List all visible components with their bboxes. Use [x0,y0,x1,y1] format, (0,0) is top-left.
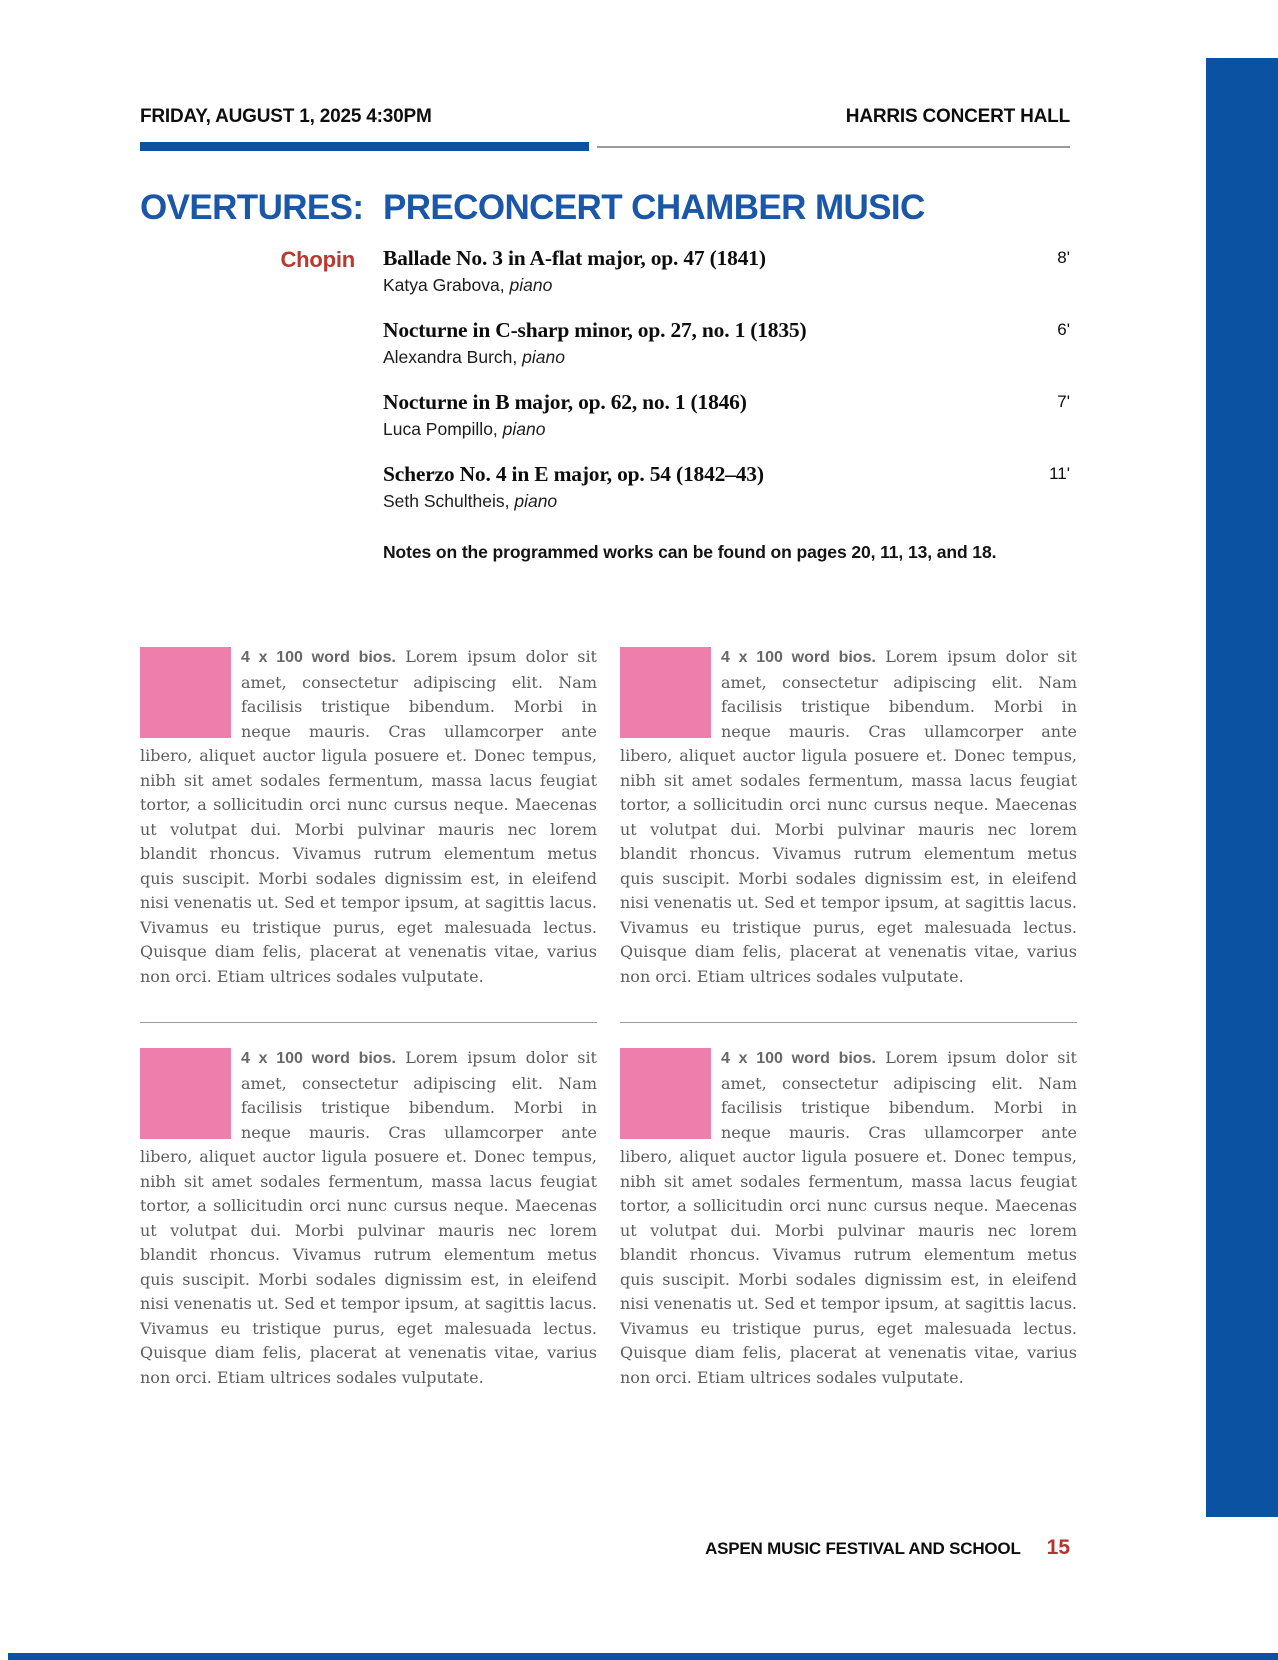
work-title: Ballade No. 3 in A-flat major, op. 47 (1841) [383,246,766,270]
bottom-accent-bar [8,1653,1278,1660]
performer-line [383,488,1070,514]
performer-instrument: piano [522,347,565,367]
work-duration: 6' [1057,320,1070,339]
bio-lead-in: 4 x 100 word bios. [241,1050,396,1067]
performer-name: Alexandra Burch, [383,347,518,367]
work-title: Nocturne in C-sharp minor, op. 27, no. 1 (1835) [383,318,807,342]
performer-line [383,416,1070,442]
bio-lead-in: 4 x 100 word bios. [721,1050,876,1067]
performer-line [383,344,1070,370]
bio-lead-in: 4 x 100 word bios. [241,649,396,666]
performer-name: Katya Grabova, [383,275,505,295]
performer-instrument: piano [514,491,558,511]
work-duration: 11' [1049,464,1070,483]
bio-block [620,645,1077,1022]
header-accent-rule [140,142,589,151]
bio-block [140,1022,597,1390]
page-footer [705,1536,1070,1560]
bio-block [140,645,597,1022]
work-duration: 8' [1057,248,1070,267]
program-list [140,244,1070,563]
program-notes: Notes on the programmed works can be found on pages 20, 11, 13, and 18. [383,542,997,562]
bios-grid [140,645,1077,1390]
program-work [140,460,1070,514]
bio-lead-in: 4 x 100 word bios. [721,649,876,666]
program-work [140,388,1070,442]
bio-body: Lorem ipsum dolor sit amet, consectetur adipiscing elit. Nam facilisis tristique bibendum. Morbi in neque mauris. Cras ullamcorper ante libero, aliquet auctor ligula posuere et. Donec tempus, nibh sit amet sodales fermentum, massa lacus feugiat tortor, a sollicitudin orci nunc cursus neque. Maecenas ut volutpat dui. Morbi pulvinar mauris nec lorem blandit rhoncus. Vivamus rutrum elementum metus quis suscipit. Morbi sodales dignissim est, in eleifend nisi venenatis ut. Sed et tempor ipsum, at sagittis lacus. Vivamus eu tristique purus, eget malesuada lectus. Quisque diam felis, placerat at venenatis vitae, varius non orci. Etiam ultrices sodales vulputate. [140,647,597,986]
performer-instrument: piano [502,419,546,439]
performer-line [383,272,1070,298]
bio-body: Lorem ipsum dolor sit amet, consectetur adipiscing elit. Nam facilisis tristique bibendum. Morbi in neque mauris. Cras ullamcorper ante libero, aliquet auctor ligula posuere et. Donec tempus, nibh sit amet sodales fermentum, massa lacus feugiat tortor, a sollicitudin orci nunc cursus neque. Maecenas ut volutpat dui. Morbi pulvinar mauris nec lorem blandit rhoncus. Vivamus rutrum elementum metus quis suscipit. Morbi sodales dignissim est, in eleifend nisi venenatis ut. Sed et tempor ipsum, at sagittis lacus. Vivamus eu tristique purus, eget malesuada lectus. Quisque diam felis, placerat at venenatis vitae, varius non orci. Etiam ultrices sodales vulputate. [620,647,1077,986]
bio-photo-placeholder [620,1048,711,1139]
bio-block [620,1022,1077,1390]
bio-photo-placeholder [140,647,231,738]
right-accent-bar [1206,58,1278,1517]
work-duration: 7' [1057,392,1070,411]
program-work [140,316,1070,370]
bio-body: Lorem ipsum dolor sit amet, consectetur adipiscing elit. Nam facilisis tristique bibendum. Morbi in neque mauris. Cras ullamcorper ante libero, aliquet auctor ligula posuere et. Donec tempus, nibh sit amet sodales fermentum, massa lacus feugiat tortor, a sollicitudin orci nunc cursus neque. Maecenas ut volutpat dui. Morbi pulvinar mauris nec lorem blandit rhoncus. Vivamus rutrum elementum metus quis suscipit. Morbi sodales dignissim est, in eleifend nisi venenatis ut. Sed et tempor ipsum, at sagittis lacus. Vivamus eu tristique purus, eget malesuada lectus. Quisque diam felis, placerat at venenatis vitae, varius non orci. Etiam ultrices sodales vulputate. [620,1048,1077,1387]
footer-organization: ASPEN MUSIC FESTIVAL AND SCHOOL [705,1539,1021,1558]
performer-instrument: piano [509,275,553,295]
work-title: Scherzo No. 4 in E major, op. 54 (1842–43) [383,462,764,486]
composer-name: Chopin [280,247,355,272]
work-title: Nocturne in B major, op. 62, no. 1 (1846) [383,390,747,414]
bio-photo-placeholder [140,1048,231,1139]
bio-photo-placeholder [620,647,711,738]
bio-body: Lorem ipsum dolor sit amet, consectetur adipiscing elit. Nam facilisis tristique bibendum. Morbi in neque mauris. Cras ullamcorper ante libero, aliquet auctor ligula posuere et. Donec tempus, nibh sit amet sodales fermentum, massa lacus feugiat tortor, a sollicitudin orci nunc cursus neque. Maecenas ut volutpat dui. Morbi pulvinar mauris nec lorem blandit rhoncus. Vivamus rutrum elementum metus quis suscipit. Morbi sodales dignissim est, in eleifend nisi venenatis ut. Sed et tempor ipsum, at sagittis lacus. Vivamus eu tristique purus, eget malesuada lectus. Quisque diam felis, placerat at venenatis vitae, varius non orci. Etiam ultrices sodales vulputate. [140,1048,597,1387]
venue-name: HARRIS CONCERT HALL [845,106,1070,127]
header-thin-rule [597,146,1070,148]
page-title: PRECONCERT CHAMBER MUSIC [383,188,925,227]
performer-name: Luca Pompillo, [383,419,498,439]
program-work [140,244,1070,298]
event-datetime: FRIDAY, AUGUST 1, 2025 4:30PM [140,106,432,127]
performer-name: Seth Schultheis, [383,491,510,511]
page-number: 15 [1046,1536,1070,1559]
page-title-kicker: OVERTURES: [140,188,364,227]
